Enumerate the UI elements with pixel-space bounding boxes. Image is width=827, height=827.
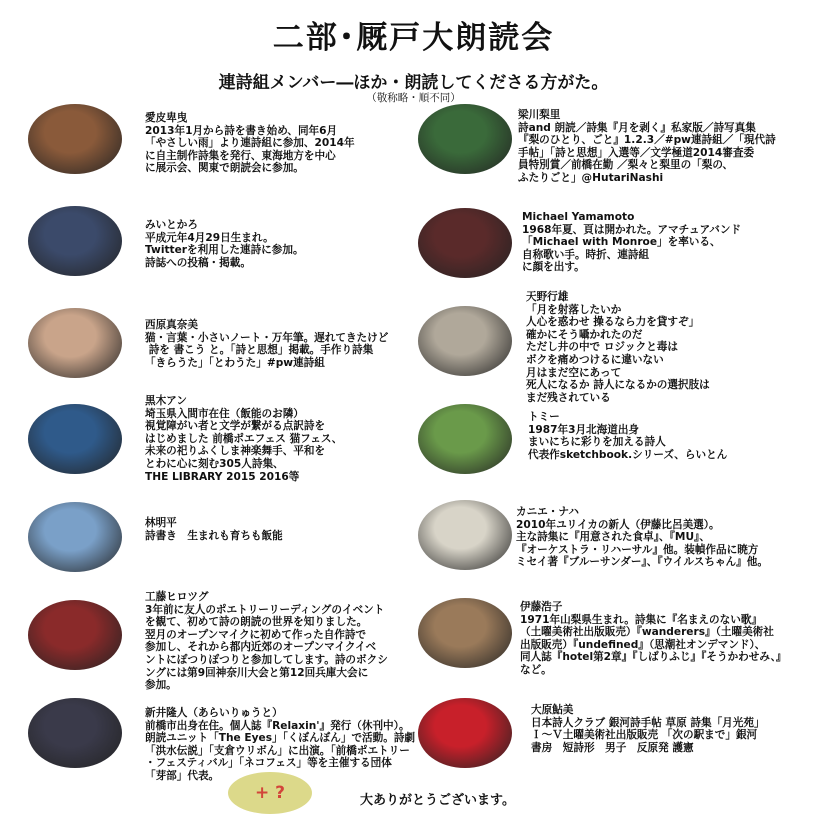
member-name: 林明平 <box>145 517 177 529</box>
member-bio: 2010年ユリイカの新人（伊藤比呂美選）。 主な詩集に『用意された食卓』、『MU』、 『オーケストラ・リハーサル』他。装幀作品に暁方 ミセイ著『ブルーサンダー』、『ウイルスちゃん』他。 <box>516 518 768 569</box>
member-photo <box>28 600 122 670</box>
member-entry <box>531 704 765 754</box>
member-name: トミー <box>528 411 560 423</box>
page-title: 二部･厩戸大朗読会 <box>272 20 555 56</box>
member-name: Michael Yamamoto <box>522 211 635 223</box>
member-bio: 詩書き 生まれも育ちも飯能 <box>145 529 283 542</box>
member-photo <box>418 500 512 570</box>
member-name: 伊藤浩子 <box>520 601 563 613</box>
member-name: 愛皮卑曳 <box>145 112 188 124</box>
member-photo <box>418 104 512 174</box>
member-photo <box>28 104 122 174</box>
member-name: 工藤ヒロツグ <box>145 591 209 603</box>
member-bio: 埼玉県入間市在住（飯能のお隣） 視覚障がい者と文学が繋がる点訳詩を はじめました 前橋ポエフェス 猫フェス、 未来の祀りふくしま神楽舞手、平和を とわに心に刻む305人詩集、 THE LIBRARY 2015 2016等 <box>145 407 343 483</box>
order-note: （敬称略・順不同） <box>366 92 461 104</box>
member-photo <box>418 698 512 768</box>
member-entry <box>145 219 304 269</box>
member-bio: 1987年3月北海道出身 まいにちに彩りを加える詩人 代表作sketchbook.シリーズ、らいとん <box>528 423 728 461</box>
member-entry <box>526 291 710 404</box>
member-entry <box>145 517 283 542</box>
member-bio: 1968年夏、頁は開かれた。アマチュアバンド 「Michael with Monroe」を率いる、 自称歌い手。時折、連詩組 に顔を出す。 <box>522 223 742 274</box>
member-photo <box>28 206 122 276</box>
thanks-text: 大ありがとうございます。 <box>360 793 515 808</box>
member-entry <box>145 707 415 783</box>
member-photo <box>418 306 512 376</box>
member-photo <box>28 404 122 474</box>
member-photo <box>418 404 512 474</box>
member-entry <box>516 506 768 569</box>
member-photo <box>28 502 122 572</box>
member-entry <box>145 319 388 369</box>
member-name: 新井隆人（あらいりゅうと） <box>145 707 283 719</box>
member-bio: 「月を射落したいか 人心を惑わせ 操るなら力を貸すぞ」 確かにそう囁かれたのだ ただし井の中で ロジックと毒は ボクを痛めつけるに違いない 月はまだ空にあって 死人になるか 詩人になるかの選択肢は まだ残されている <box>526 303 710 404</box>
more-members-badge: + ? <box>228 772 312 814</box>
member-name: カニエ・ナハ <box>516 506 579 518</box>
member-name: みいとかろ <box>145 219 198 231</box>
member-name: 天野行雄 <box>526 291 569 303</box>
member-bio: 平成元年4月29日生まれ。 Twitterを利用した連詩に参加。 詩誌への投稿・掲載。 <box>145 231 304 269</box>
member-entry <box>145 112 355 175</box>
member-name: 黒木アン <box>145 395 187 407</box>
member-name: 大原鮎美 <box>531 704 574 716</box>
member-entry <box>528 411 727 461</box>
member-photo <box>28 698 122 768</box>
member-entry <box>520 601 786 677</box>
member-name: 西原真奈美 <box>145 319 198 331</box>
member-entry <box>145 395 342 483</box>
member-bio: 3年前に友人のポエトリーリーディングのイベント を観て、初めて詩の朗読の世界を知りました。 翌月のオープンマイクに初めて作った自作詩で 参加し、それから都内近郊のオープンマイクイベ ントにぽつりぽつりと参加してします。詩のボクシ ングには第9回神奈川大会と第12回兵庫大会に 参加。 <box>145 603 388 692</box>
member-name: 梁川梨里 <box>518 109 561 121</box>
member-bio: 日本詩人クラブ 銀河詩手帖 草原 詩集「月光苑」 Ｉ～Ｖ土曜美術社出版販売 「次の駅まで」銀河 書房 短詩形 男子 反原発 護憲 <box>531 716 765 754</box>
member-bio: 詩and 朗読／詩集『月を剥く』私家版／詩写真集 『梨のひとり、ごと』1.2.3／#pw連詩組／「現代詩 手帖」「詩と思想」入選等／文学極道2014審査委 員特別賞／前橋在勤 ／梨々と梨里の「梨の、 ふたりごと」@HutariNashi <box>518 121 776 184</box>
page-subtitle: 連詩組メンバー―ほか・朗読してくださる方がた。 <box>218 73 609 93</box>
member-entry <box>145 591 388 692</box>
member-bio: 1971年山梨県生まれ。詩集に『名まえのない歌』 （土曜美術社出版販売）『wanderers』（土曜美術社 出版販売）『undefined』（思潮社オンデマンド）、 同人誌『hotel第2章』『しばりふじ』『そうかわせみ、』 など。 <box>520 613 787 676</box>
member-photo <box>418 208 512 278</box>
member-bio: 2013年1月から詩を書き始め、同年6月 「やさしい雨」より連詩組に参加、2014年 に自主制作詩集を発行、東海地方を中心 に展示会、関東で朗読会に参加。 <box>145 124 355 175</box>
member-photo <box>418 598 512 668</box>
member-bio: 前橋市出身在住。個人誌『Relaxin'』発行（休刊中）。 朗読ユニット「The Eyes」「くぼんぼん」で活動。詩劇 「洪水伝説」「支倉ウリボん」に出演。「前橋ポエトリー ・フェスティバル」「ネコフェス」等を主催する団体 「芽部」代表。 <box>145 719 416 782</box>
member-bio: 猫・言葉・小さいノート・万年筆。遅れてきたけど 詩を 書こう と。「詩と思想」掲載。手作り詩集 「きらうた」「とわうた」#pw連詩組 <box>145 331 389 369</box>
member-entry <box>518 109 776 185</box>
member-photo <box>28 308 122 378</box>
member-entry <box>522 211 741 274</box>
